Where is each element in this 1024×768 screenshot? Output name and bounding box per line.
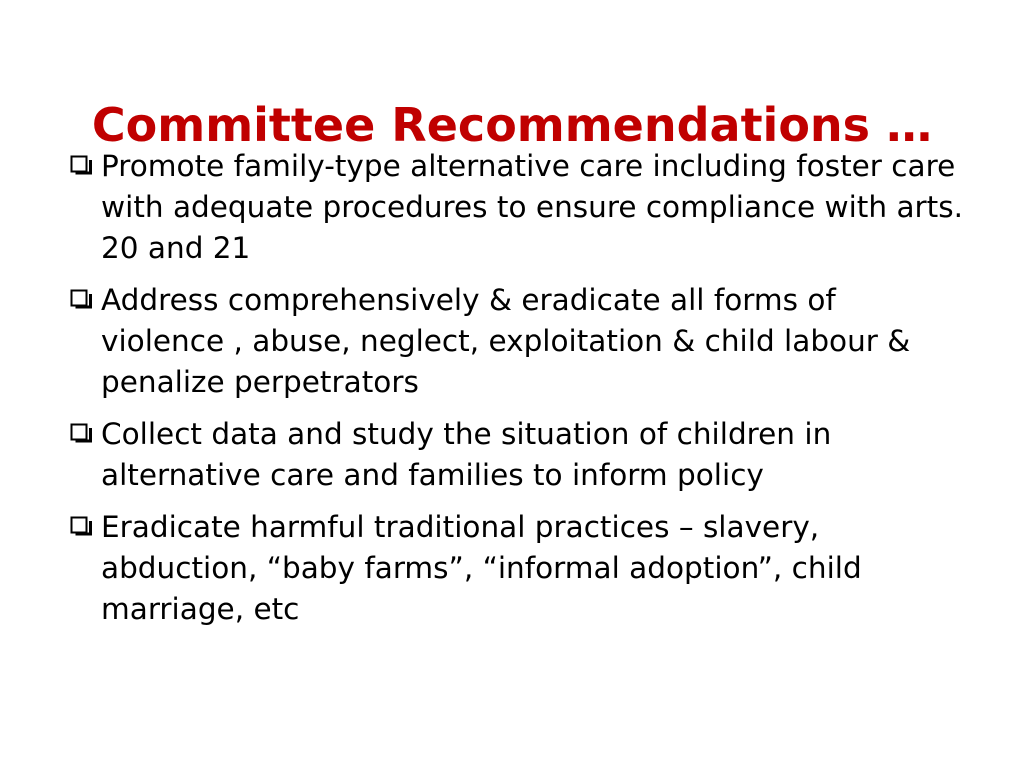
- checkbox-icon: [70, 155, 92, 177]
- bullet-text: Eradicate harmful traditional practices – slavery, abduction, “baby farms”, “informal adoption”, child marriage, etc: [101, 510, 862, 626]
- slide-title: Committee Recommendations …: [91, 97, 933, 152]
- checkbox-icon: [70, 516, 92, 538]
- bullet-text: Collect data and study the situation of children in alternative care and families to inform policy: [101, 417, 832, 492]
- bullet-text: Address comprehensively & eradicate all forms of violence , abuse, neglect, exploitation & child labour & penalize perpetrators: [101, 283, 911, 399]
- bullet-item-2: [68, 280, 968, 403]
- bullet-item-4: [68, 507, 968, 630]
- bullet-item-1: [68, 146, 968, 269]
- bullet-text: Promote family-type alternative care including foster care with adequate procedures to ensure compliance with arts. 20 and 21: [101, 149, 963, 265]
- bullet-list: [68, 146, 968, 641]
- checkbox-icon: [70, 423, 92, 445]
- bullet-item-3: [68, 414, 968, 496]
- checkbox-icon: [70, 289, 92, 311]
